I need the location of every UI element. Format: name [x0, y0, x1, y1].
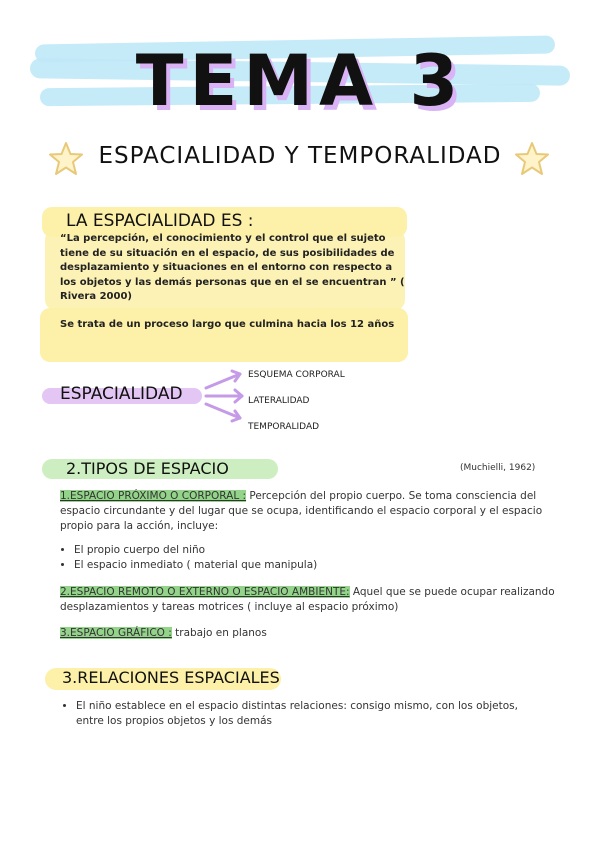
diagram-branch: LATERALIDAD	[248, 396, 310, 406]
page-subtitle: ESPACIALIDAD Y TEMPORALIDAD	[98, 143, 502, 169]
espacio-remoto-label: 2.ESPACIO REMOTO O EXTERNO O ESPACIO AMBIENTE:	[60, 586, 350, 598]
definition-quote: “La percepción, el conocimiento y el control que el sujeto tiene de su situación en el espacio, de sus posibilidades de desplazamiento y situaciones en el entorno con respecto a los objetos y las demás personas que en el se encuentran ” ( Rivera 2000)	[60, 233, 405, 302]
definition-note: Se trata de un proceso largo que culmina hacia los 12 años	[60, 319, 395, 330]
section2-citation: (Muchielli, 1962)	[460, 463, 536, 473]
espacio-remoto	[60, 585, 555, 615]
espacio-grafico-label: 3.ESPACIO GRÁFICO :	[60, 627, 172, 639]
star-icon	[514, 141, 550, 177]
espacio-proximo	[60, 489, 550, 534]
list-item: • El propio cuerpo del niño	[74, 543, 460, 558]
list-item: • El espacio inmediato ( material que manipula)	[74, 558, 460, 573]
section3-heading: 3.RELACIONES ESPACIALES	[62, 668, 280, 687]
espacio-grafico	[60, 626, 460, 641]
definition-highlight	[40, 308, 408, 362]
espacio-remoto-text: Aquel que se puede ocupar realizando desplazamientos y tareas motrices ( incluye al espacio próximo)	[60, 586, 555, 613]
diagram-branch: ESQUEMA CORPORAL	[248, 370, 345, 380]
diagram-arrows	[200, 366, 250, 426]
espacio-grafico-text: trabajo en planos	[171, 627, 267, 639]
diagram-center: ESPACIALIDAD	[60, 384, 183, 404]
list-item: • El niño establece en el espacio distintas relaciones: consigo mismo, con los objetos, entre los propios objetos y los demás	[76, 699, 542, 729]
section2-heading: 2.TIPOS DE ESPACIO	[66, 459, 229, 478]
espacio-proximo-text: Percepción del propio cuerpo. Se toma consciencia del espacio circundante y del lugar que se ocupa, identificando el espacio corporal y el espacio propio para la acción, incluye:	[60, 490, 543, 532]
espacio-proximo-list	[60, 543, 460, 573]
diagram-branch: TEMPORALIDAD	[248, 422, 320, 432]
page-title: TEMA 3	[135, 40, 465, 122]
definition-heading: LA ESPACIALIDAD ES :	[66, 211, 254, 231]
espacio-proximo-label: 1.ESPACIO PRÓXIMO O CORPORAL :	[60, 490, 247, 502]
section3-list	[62, 699, 542, 729]
